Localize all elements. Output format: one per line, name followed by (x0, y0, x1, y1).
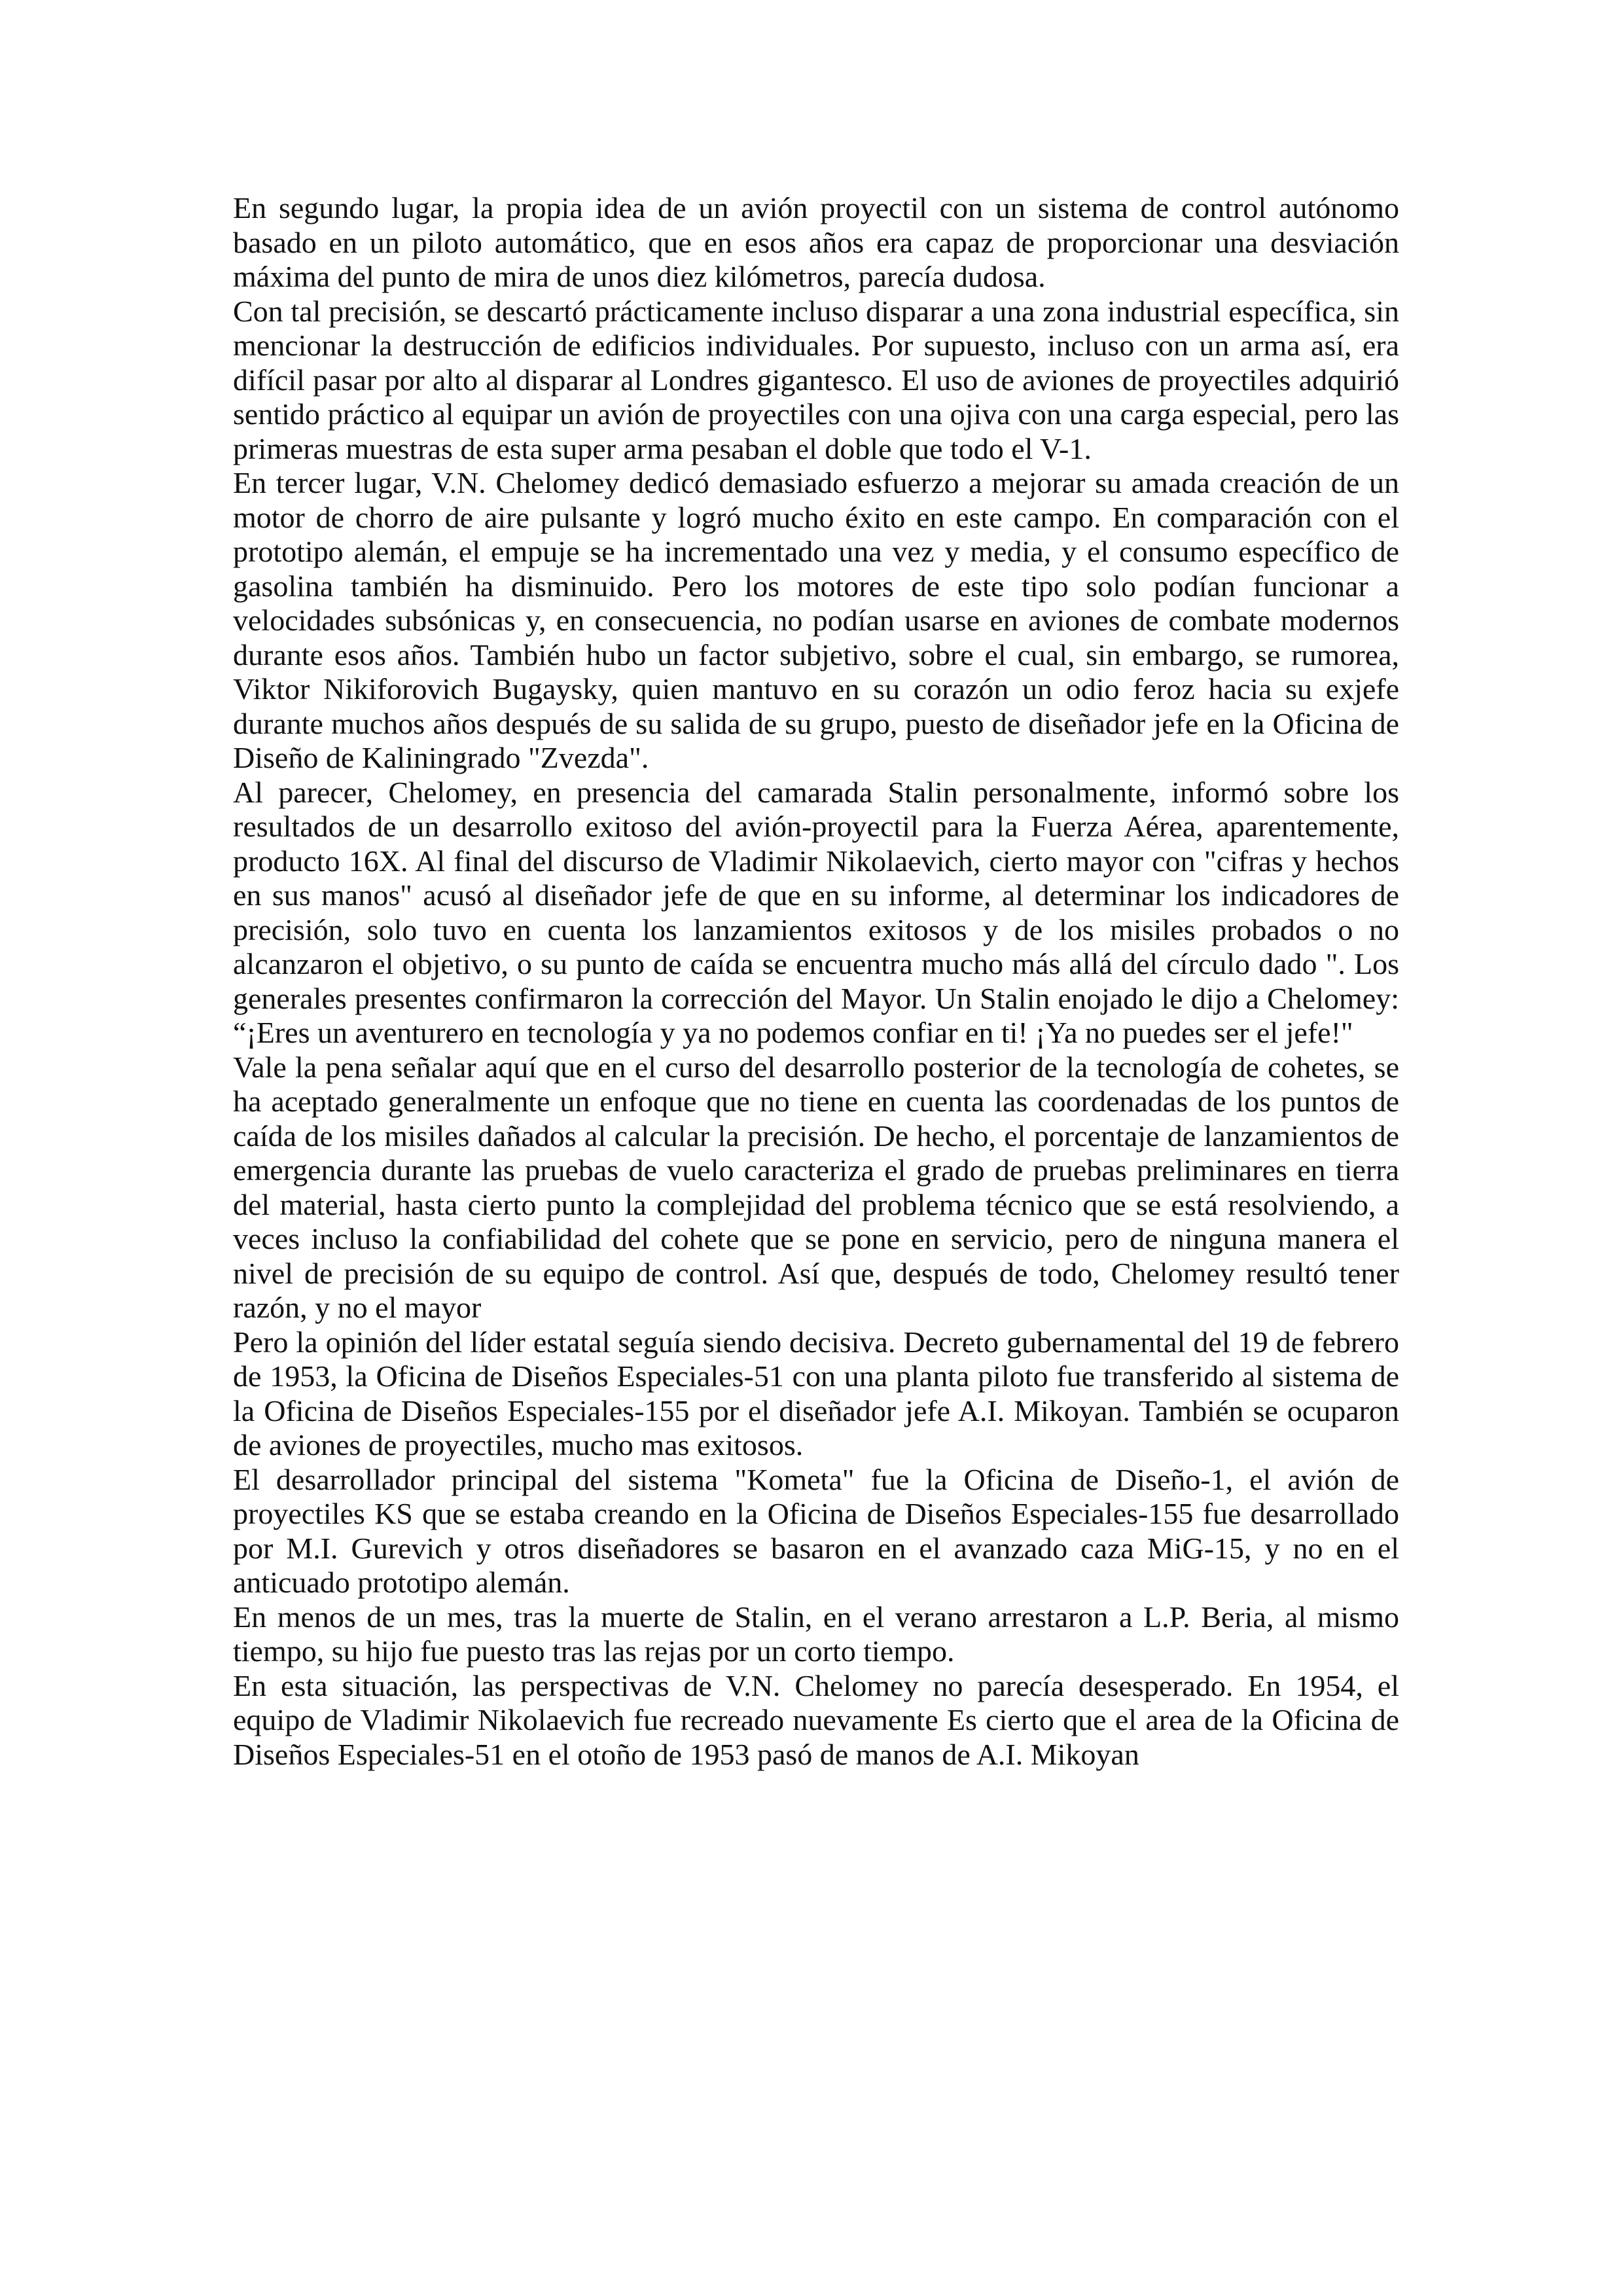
paragraph-decreto-1953: Pero la opinión del líder estatal seguía siendo decisiva. Decreto gubernamental del 19 de febrero de 1953, la Oficina de Diseños Especiales-51 con una planta piloto fue transferido al sistema de la Oficina de Diseños Especiales-155 por el diseñador jefe A.I. Mikoyan. También se ocuparon de aviones de proyectiles, mucho mas exitosos. (233, 1325, 1399, 1462)
paragraph-precision: Con tal precisión, se descartó prácticamente incluso disparar a una zona industrial específica, sin mencionar la destrucción de edificios individuales. Por supuesto, incluso con un arma así, era difícil pasar por alto al disparar al Londres gigantesco. El uso de aviones de proyectiles adquirió sentido práctico al equipar un avión de proyectiles con una ojiva con una carga especial, pero las primeras muestras de esta super arma pesaban el doble que todo el V-1. (233, 294, 1399, 465)
paragraph-beria: En menos de un mes, tras la muerte de Stalin, en el verano arrestaron a L.P. Beria, al mismo tiempo, su hijo fue puesto tras las rejas por un corto tiempo. (233, 1600, 1399, 1668)
paragraph-kometa: El desarrollador principal del sistema "Kometa" fue la Oficina de Diseño-1, el avión de proyectiles KS que se estaba creando en la Oficina de Diseños Especiales-155 fue desarrollado por M.I. Gurevich y otros diseñadores se basaron en el avanzado caza MiG-15, y no en el anticuado prototipo alemán. (233, 1462, 1399, 1599)
paragraph-perspectivas: En esta situación, las perspectivas de V.N. Chelomey no parecía desesperado. En 1954, el equipo de Vladimir Nikolaevich fue recreado nuevamente Es cierto que el area de la Oficina de Diseños Especiales-51 en el otoño de 1953 pasó de manos de A.I. Mikoyan (233, 1668, 1399, 1771)
paragraph-tecnologia-cohetes: Vale la pena señalar aquí que en el curso del desarrollo posterior de la tecnología de cohetes, se ha aceptado generalmente un enfoque que no tiene en cuenta las coordenadas de los puntos de caída de los misiles dañados al calcular la precisión. De hecho, el porcentaje de lanzamientos de emergencia durante las pruebas de vuelo caracteriza el grado de pruebas preliminares en tierra del material, hasta cierto punto la complejidad del problema técnico que se está resolviendo, a veces incluso la confiabilidad del cohete que se pone en servicio, pero de ninguna manera el nivel de precisión de su equipo de control. Así que, después de todo, Chelomey resultó tener razón, y no el mayor (233, 1050, 1399, 1324)
paragraph-tercer-lugar: En tercer lugar, V.N. Chelomey dedicó demasiado esfuerzo a mejorar su amada creación de un motor de chorro de aire pulsante y logró mucho éxito en este campo. En comparación con el prototipo alemán, el empuje se ha incrementado una vez y media, y el consumo específico de gasolina también ha disminuido. Pero los motores de este tipo solo podían funcionar a velocidades subsónicas y, en consecuencia, no podían usarse en aviones de combate modernos durante esos años. También hubo un factor subjetivo, sobre el cual, sin embargo, se rumorea, Viktor Nikiforovich Bugaysky, quien mantuvo en su corazón un odio feroz hacia su exjefe durante muchos años después de su salida de su grupo, puesto de diseñador jefe en la Oficina de Diseño de Kaliningrado "Zvezda". (233, 466, 1399, 774)
paragraph-segundo-lugar: En segundo lugar, la propia idea de un avión proyectil con un sistema de control autónomo basado en un piloto automático, que en esos años era capaz de proporcionar una desviación máxima del punto de mira de unos diez kilómetros, parecía dudosa. (233, 191, 1399, 293)
paragraph-stalin-informe: Al parecer, Chelomey, en presencia del camarada Stalin personalmente, informó sobre los resultados de un desarrollo exitoso del avión-proyectil para la Fuerza Aérea, aparentemente, producto 16X. Al final del discurso de Vladimir Nikolaevich, cierto mayor con "cifras y hechos en sus manos" acusó al diseñador jefe de que en su informe, al determinar los indicadores de precisión, solo tuvo en cuenta los lanzamientos exitosos y de los misiles probados o no alcanzaron el objetivo, o su punto de caída se encuentra mucho más allá del círculo dado ". Los generales presentes confirmaron la corrección del Mayor. Un Stalin enojado le dijo a Chelomey: “¡Eres un aventurero en tecnología y ya no podemos confiar en ti! ¡Ya no puedes ser el jefe!" (233, 775, 1399, 1049)
document-page (233, 191, 1399, 1772)
